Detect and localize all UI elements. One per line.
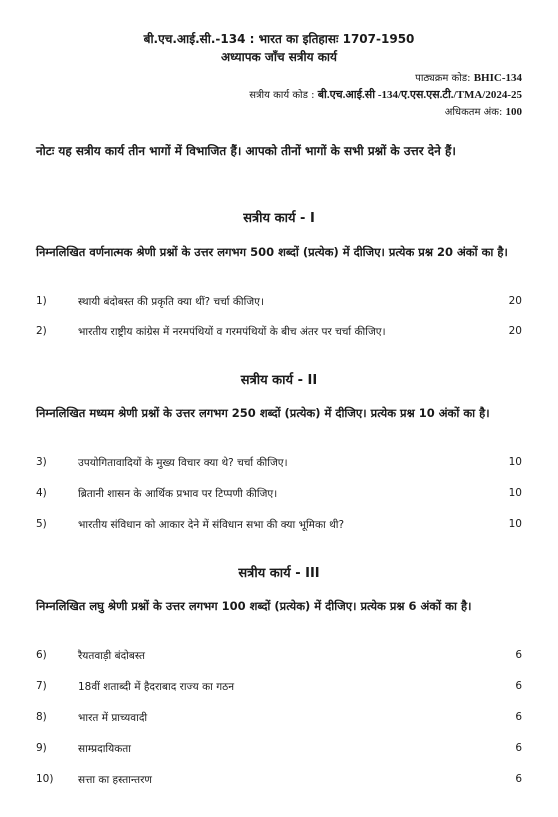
question-number: 8) — [36, 711, 47, 723]
question-text: सत्ता का हस्तान्तरण — [78, 774, 153, 786]
question-text: ब्रितानी शासन के आर्थिक प्रभाव पर टिप्पणी कीजिए। — [78, 488, 278, 500]
question-row — [36, 325, 522, 343]
question-number: 1) — [36, 295, 47, 307]
question-row — [36, 295, 522, 313]
question-marks: 6 — [515, 680, 522, 692]
section-heading-1: सत्रीय कार्य - I — [243, 211, 315, 226]
question-number: 6) — [36, 649, 47, 661]
question-row — [36, 456, 522, 474]
question-marks: 6 — [515, 773, 522, 785]
question-row — [36, 649, 522, 667]
question-number: 3) — [36, 456, 47, 468]
question-row — [36, 773, 522, 791]
course-code: BHIC-134 — [473, 72, 522, 84]
question-number: 2) — [36, 325, 47, 337]
question-text: भारत में प्राच्यवादी — [78, 712, 148, 724]
question-row — [36, 487, 522, 505]
max-marks: 100 — [505, 106, 522, 118]
question-number: 9) — [36, 742, 47, 754]
question-marks: 6 — [515, 742, 522, 754]
question-number: 4) — [36, 487, 47, 499]
assignment-code-label: सत्रीय कार्य कोड : — [249, 90, 315, 101]
question-marks: 20 — [508, 295, 522, 307]
document-title: बी.एच.आई.सी.-134 : भारत का इतिहासः 1707-1950 — [143, 32, 415, 46]
question-marks: 10 — [508, 456, 522, 468]
question-marks: 6 — [515, 711, 522, 723]
max-marks-line — [445, 104, 522, 118]
question-text: 18वीं शताब्दी में हैदराबाद राज्य का गठन — [78, 681, 235, 693]
question-row — [36, 518, 522, 536]
course-code-label: पाठ्यक्रम कोड: — [415, 73, 471, 84]
document-subtitle: अध्यापक जाँच सत्रीय कार्य — [220, 50, 338, 64]
question-text: रैयतवाड़ी बंदोबस्त — [78, 650, 145, 662]
question-marks: 10 — [508, 487, 522, 499]
question-number: 7) — [36, 680, 47, 692]
assignment-code: बी.एच.आई.सी -134/ए.एस.एस.टी./TMA/2024-25 — [317, 89, 522, 101]
question-marks: 6 — [515, 649, 522, 661]
question-text: स्थायी बंदोबस्त की प्रकृति क्या थीं? चर्चा कीजिए। — [78, 296, 264, 308]
question-text: भारतीय राष्ट्रीय कांग्रेस में नरमपंथियों व गरमपंथियों के बीच अंतर पर चर्चा कीजिए। — [78, 326, 386, 338]
assignment-code-line — [249, 87, 522, 102]
question-text: भारतीय संविधान को आकार देने में संविधान सभा की क्या भूमिका थी? — [78, 519, 345, 531]
question-text: साम्प्रदायिकता — [78, 743, 132, 755]
section-heading-3: सत्रीय कार्य - III — [238, 566, 320, 581]
question-number: 10) — [36, 773, 54, 785]
question-row — [36, 742, 522, 760]
question-text: उपयोगितावादियों के मुख्य विचार क्या थे? चर्चा कीजिए। — [78, 457, 288, 469]
section-instruction-3: निम्नलिखित लघु श्रेणी प्रश्नों के उत्तर लगभग 100 शब्दों (प्रत्येक) में दीजिए। प्रत्येक प्रश्न 6 अंकों का है। — [36, 599, 472, 613]
question-row — [36, 680, 522, 698]
course-code-line — [415, 70, 522, 84]
assignment-note: नोटः यह सत्रीय कार्य तीन भागों में विभाजित हैं। आपको तीनों भागों के सभी प्रश्नों के उत्तर देने हैं। — [36, 144, 456, 158]
question-row — [36, 711, 522, 729]
section-instruction-1: निम्नलिखित वर्णनात्मक श्रेणी प्रश्नों के उत्तर लगभग 500 शब्दों (प्रत्येक) में दीजिए। प्रत्येक प्रश्न 20 अंकों का है। — [36, 245, 508, 259]
section-heading-2: सत्रीय कार्य - II — [240, 373, 318, 388]
section-instruction-2: निम्नलिखित मध्यम श्रेणी प्रश्नों के उत्तर लगभग 250 शब्दों (प्रत्येक) में दीजिए। प्रत्येक प्रश्न 10 अंकों का है। — [36, 406, 490, 420]
question-marks: 10 — [508, 518, 522, 530]
max-marks-label: अधिकतम अंक: — [444, 107, 503, 118]
question-number: 5) — [36, 518, 47, 530]
question-marks: 20 — [508, 325, 522, 337]
